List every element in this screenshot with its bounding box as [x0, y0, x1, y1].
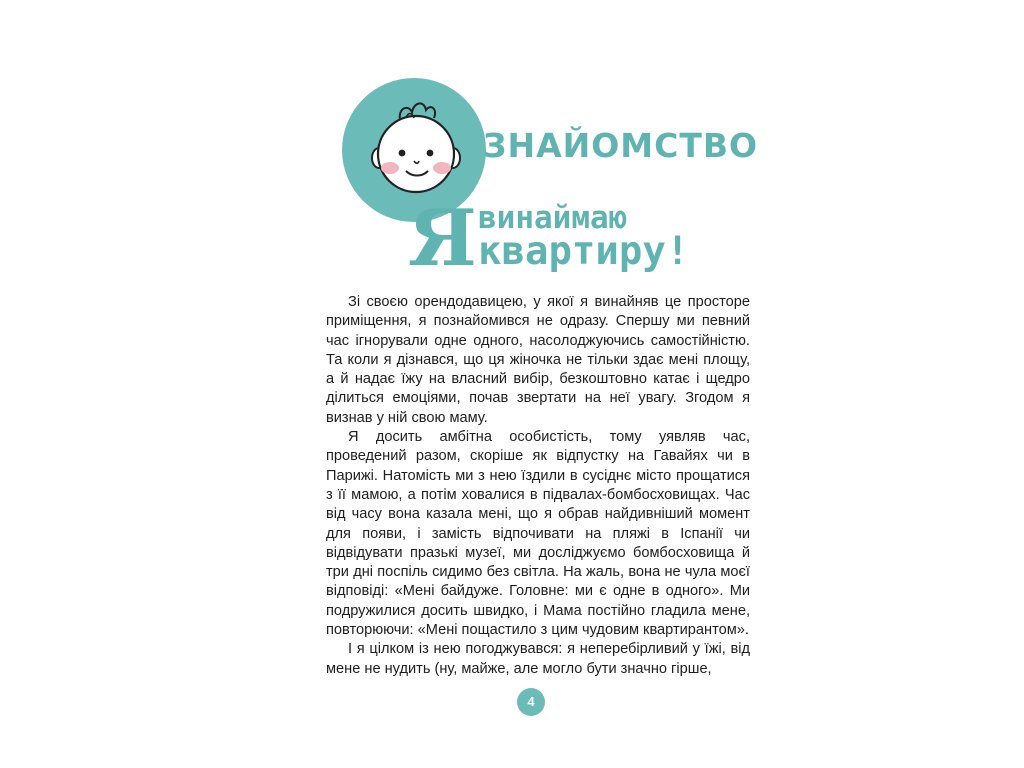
section-title: ЗНАЙОМСТВО — [483, 126, 759, 165]
paragraph: Я досить амбітна особистість, тому уявляв час, проведений разом, скоріше як відпустку на Гавайях чи в Парижі. Натомість ми з нею їздили в сусіднє місто прощатися з її мамою, а потім ховалися в підвалах-бомбосховищах. Час від часу вона казала мені, що я обрав найдивніший момент для появи, і замість відпочивати на пляжі в Іспанії чи відвідувати празькі музеї, ми досліджуємо бомбосховища й три дні поспіль сидимо без світла. На жаль, вона не чула моєї відповіді: «Мені байдуже. Головне: ми є одне в одного». Ми подружилися досить швидко, і Мама постійно гладила мене, повторюючи: «Мені пощастило з цим чудовим квартирантом». — [326, 429, 750, 639]
headline-line1: винаймаю — [478, 200, 628, 236]
paragraph: Зі своєю орендодавицею, у якої я винайняв це просторе приміщення, я познайомився не одразу. Спершу ми певний час ігнорували одне одного, насолоджуючись самостійністю. Та коли я дізнався, що ця жіночка не тільки здає мені площу, а й надає їжу на власний вибір, безкоштовно катає і щедро ділиться емоціями, почав звертати на неї увагу. Згодом я визнав у ній свою маму. — [326, 294, 750, 426]
headline-big-letter: Я — [408, 193, 477, 284]
headline-line2: квартиру! — [478, 229, 690, 274]
page-number: 4 — [517, 688, 545, 716]
body-text — [326, 293, 750, 679]
paragraph: І я цілком із нею погоджувався: я неперебірливий у їжі, від мене не нудить (ну, майже, але могло бути значно гірше, — [326, 641, 750, 677]
